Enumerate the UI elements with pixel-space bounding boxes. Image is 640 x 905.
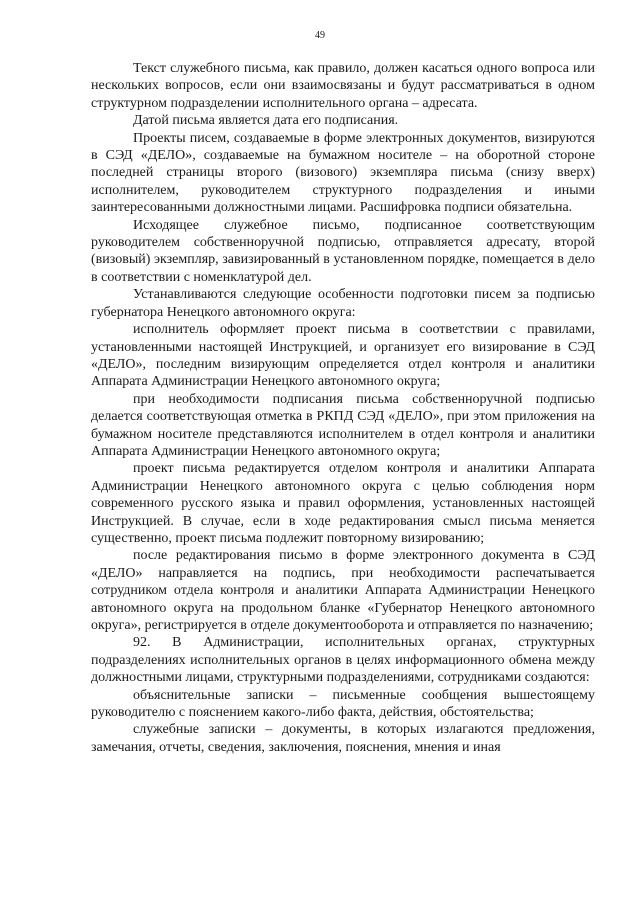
paragraph-letter-text: Текст служебного письма, как правило, должен касаться одного вопроса или нескольких вопросов, если они взаимосвязаны и будут рассматриваться в одном структурном подразделении исполнительного органа – адресата. — [91, 61, 595, 111]
list-item-executor: исполнитель оформляет проект письма в соответствии с правилами, установленными настоящей Инструкцией, и организует его визирование в СЭД «ДЕЛО», последним визирующим определяется отдел контроля и аналитики Аппарата Администрации Ненецкого автономного округа; — [91, 322, 595, 390]
paragraph-letter-date: Датой письма является дата его подписания. — [133, 113, 399, 129]
paragraph-outgoing-letter: Исходящее служебное письмо, подписанное соответствующим руководителем собственноручной подписью, отправляется адресату, второй (визовый) экземпляр, завизированный в установленном порядке, помещается в дело в соответствии с номенклатурой дел. — [91, 217, 595, 285]
list-item-after-editing: после редактирования письмо в форме электронного документа в СЭД «ДЕЛО» направляется на подпись, при необходимости распечатывается сотрудником отдела контроля и аналитики Аппарата Администрации Ненецкого автономного округа на продольном бланке «Губернатор Ненецкого автономного округа», регистрируется в отделе документооборота и отправляется по назначению; — [91, 548, 595, 633]
list-item-editing: проект письма редактируется отделом контроля и аналитики Аппарата Администрации Ненецкого автономного округа с целью соблюдения норм современного русского языка и правил оформления, установленных настоящей Инструкцией. В случае, если в ходе редактирования смысл письма меняется существенно, проект письма подлежит повторному визированию; — [91, 461, 595, 546]
list-item-explanatory-notes: объяснительные записки – письменные сообщения вышестоящему руководителю с пояснением какого-либо факта, действия, обстоятельства; — [91, 687, 595, 721]
page-number: 49 — [315, 30, 325, 41]
list-item-service-notes: служебные записки – документы, в которых излагаются предложения, замечания, отчеты, сведения, заключения, пояснения, мнения и иная — [91, 722, 595, 755]
paragraph-draft-visa: Проекты писем, создаваемые в форме электронных документов, визируются в СЭД «ДЕЛО», создаваемые на бумажном носителе – на оборотной стороне последней страницы второго (визового) экземпляра письма (снизу вверх) исполнителем, руководителем структурного подразделения и иными заинтересованными должностными лицами. Расшифровка подписи обязательна. — [91, 130, 595, 216]
paragraph-section-92: 92. В Администрации, исполнительных органах, структурных подразделениях исполнительных органов в целях информационного обмена между должностными лицами, структурными подразделениями, сотрудниками создаются: — [91, 635, 595, 686]
list-item-signature: при необходимости подписания письма собственноручной подписью делается соответствующая отметка в РКПД СЭД «ДЕЛО», при этом приложения на бумажном носителе представляются исполнителем в отдел контроля и аналитики Аппарата Администрации Ненецкого автономного округа; — [91, 391, 595, 459]
body-text — [91, 60, 595, 756]
paragraph-governor-features: Устанавливаются следующие особенности подготовки писем за подписью губернатора Ненецкого автономного округа: — [91, 287, 595, 320]
